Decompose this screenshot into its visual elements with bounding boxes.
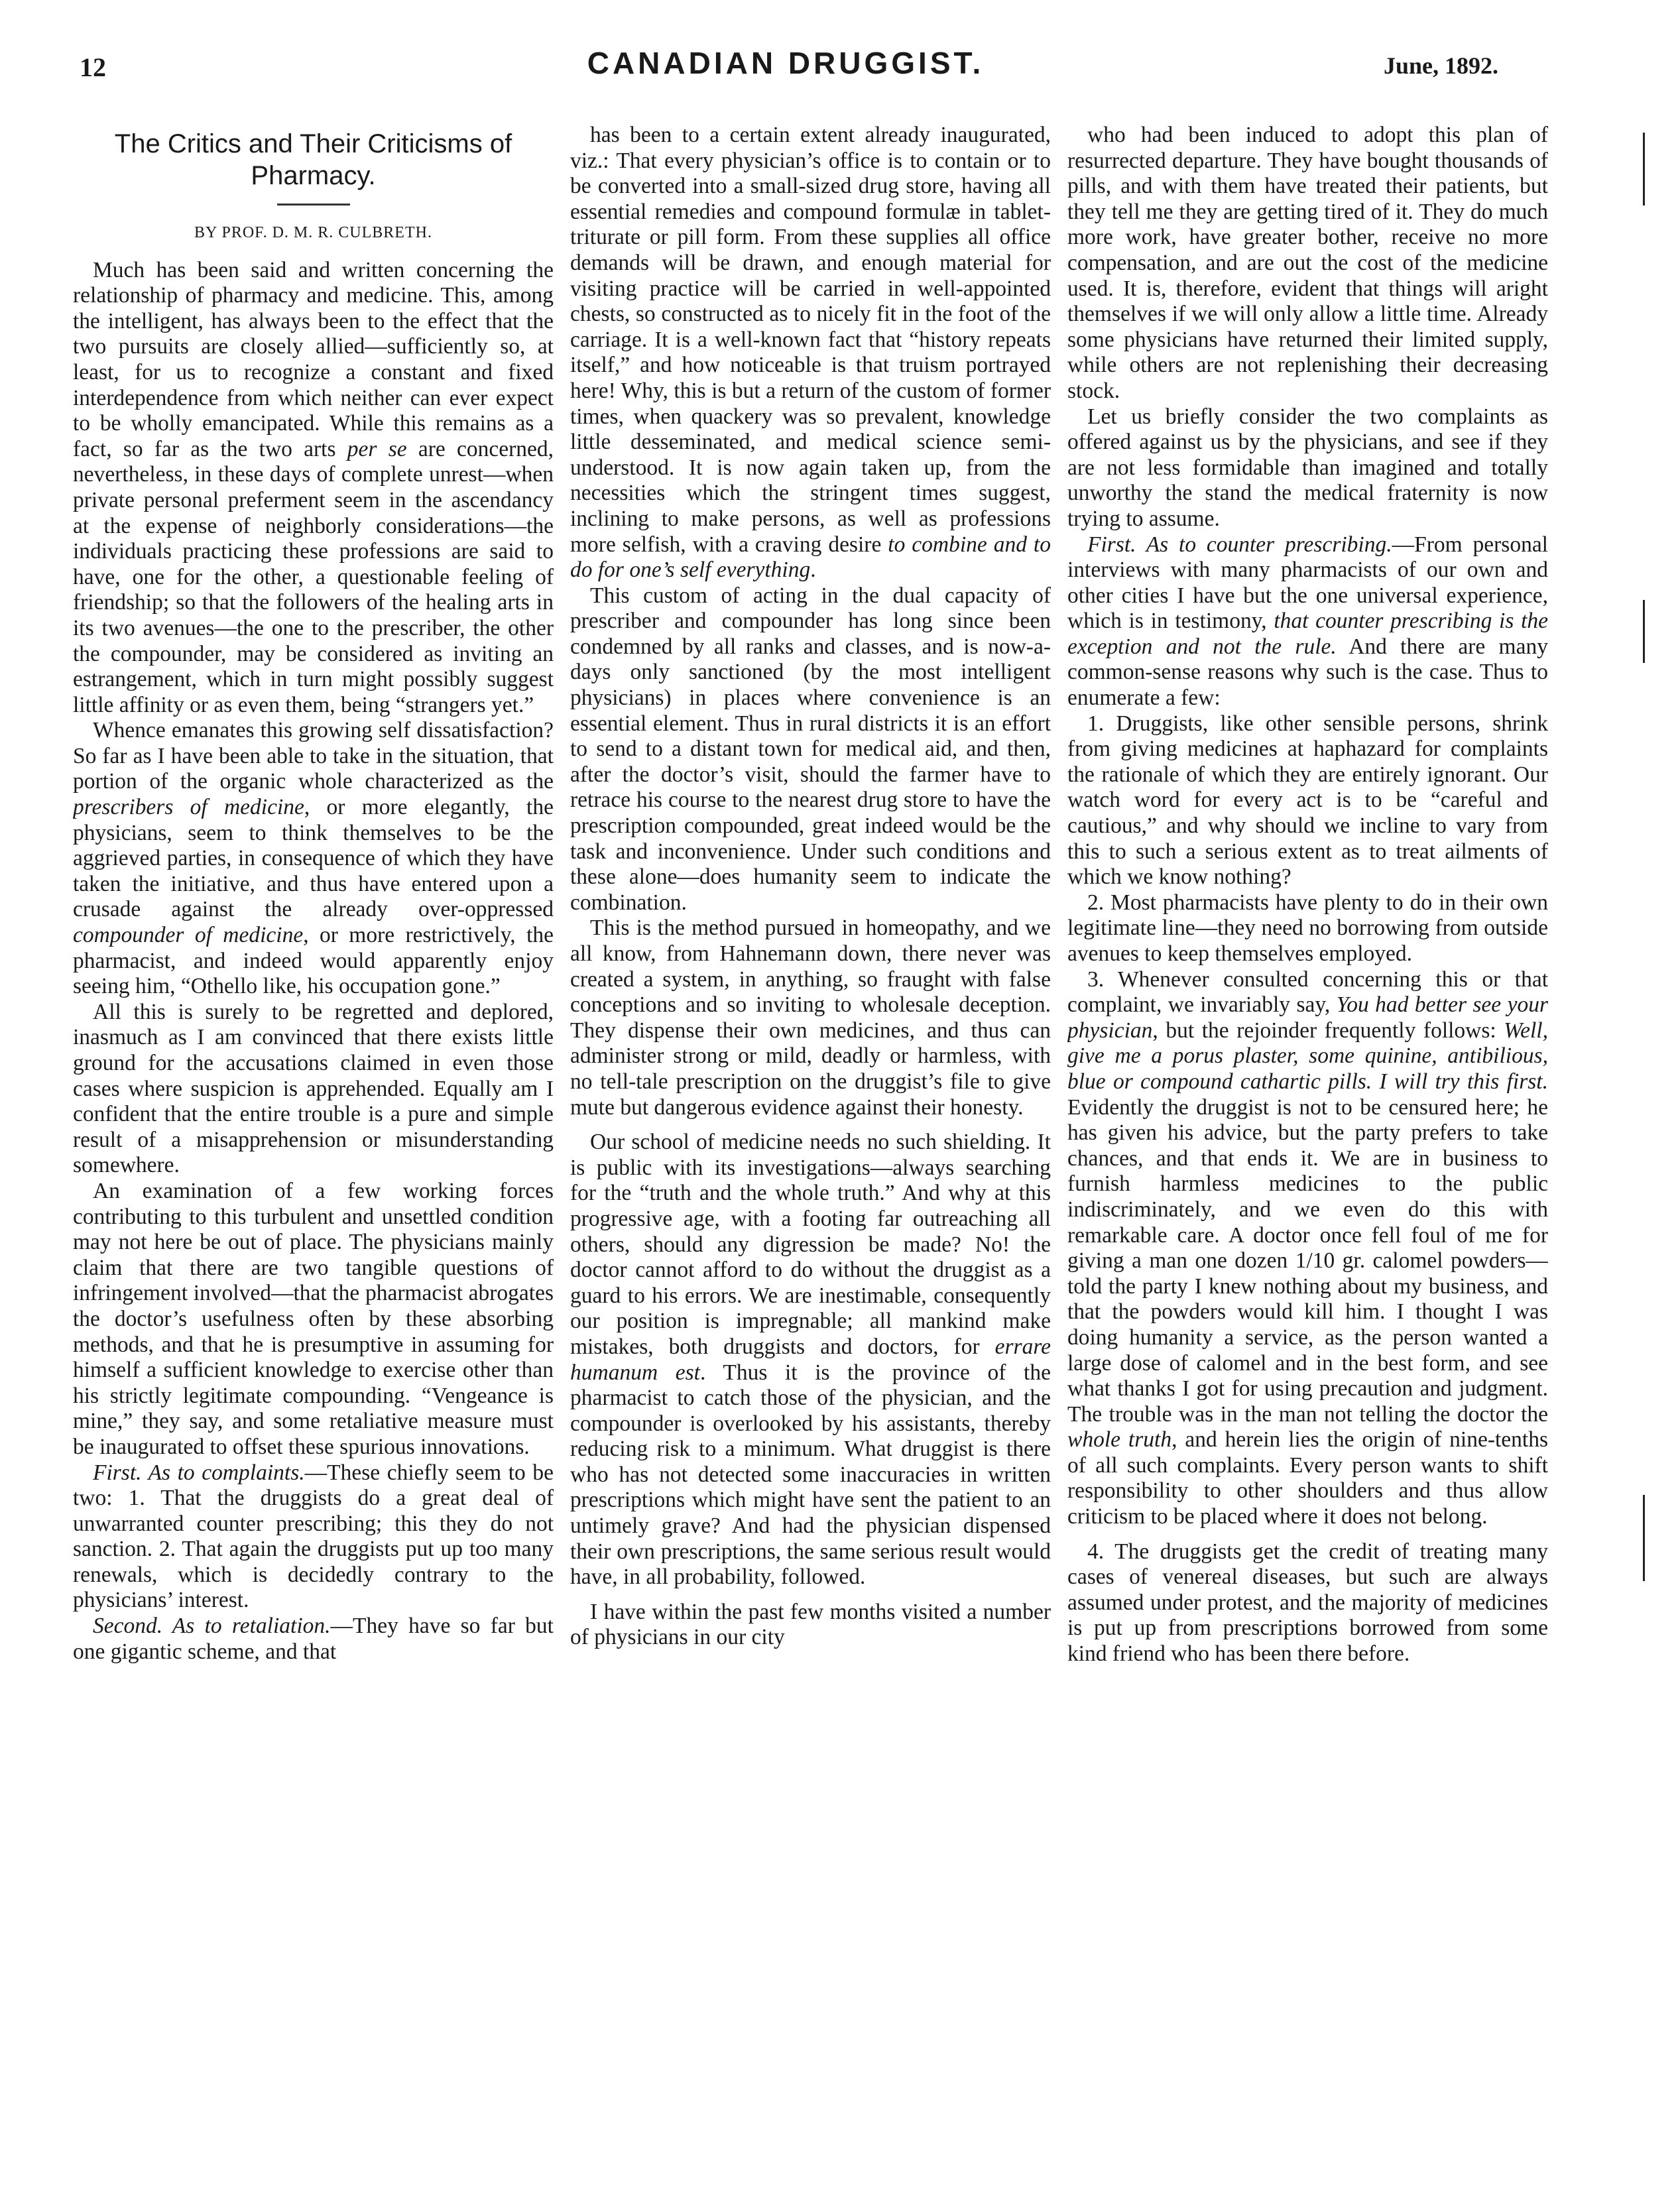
paragraph xyxy=(1067,404,1548,532)
text: Our school of medicine needs no such shielding. It is public with its investigations—always searching for the “truth and the whole truth.” And why at this progressive age, with a footing far outreaching all others, should any digression be made? No! the doctor cannot afford to do without the druggist as a guard to his errors. We are inestimable, consequently our position is impregnable; all mankind make mistakes, both druggists and doctors, for xyxy=(570,1130,1051,1359)
text: 1. Druggists, like other sensible persons, shrink from giving medicines at haphazard for complaints the rationale of which they are entirely ignorant. Our watch word for every act is to be “careful and cautious,” and why should we incline to vary from this to such a serious extent as to treat ailments of which we know nothing? xyxy=(1067,711,1548,890)
scan-edge-mark xyxy=(1643,133,1645,206)
text: An examination of a few working forces contributing to this turbulent and unsettled condition may not here be out of place. The physicians mainly claim that there are two tangible questions of infringement involved—that the pharmacist abrogates the doctor’s usefulness often by these absorbing methods, and that he is presumptive in assuming for himself a sufficient knowledge to exercise other than his strictly legitimate compounding. “Vengeance is mine,” they say, and some retaliative measure must be inaugurated to offset these spurious innovations. xyxy=(73,1178,554,1459)
text: , or more restrictively, the pharmacist, and indeed would apparently enjoy seeing him, “Othello like, his occupation gone.” xyxy=(73,923,554,999)
article-title: The Critics and Their Criticisms of Pharmacy. xyxy=(114,129,512,190)
paragraph xyxy=(1067,532,1548,711)
text: , or more elegantly, the physicians, seem to think themselves to be the aggrieved parties, in consequence of which they have taken the initiative, and thus have entered upon a crusade against the already over-oppressed xyxy=(73,795,554,922)
italic-text: Well, give me a porus plaster, some quinine, antibilious, blue or compound cathartic pills. I will try this first. xyxy=(1067,1018,1548,1094)
title-rule xyxy=(277,204,350,206)
paragraph xyxy=(73,1614,554,1665)
paragraph xyxy=(570,1130,1051,1590)
text: Let us briefly consider the two complaints as offered against us by the physicians, and see if they are not less formidable than imagined and totally unworthy the stand the medical fraternity is now trying to assume. xyxy=(1067,404,1548,531)
paragraph xyxy=(73,1000,554,1179)
paragraph xyxy=(73,258,554,719)
paragraph xyxy=(73,1460,554,1614)
column-3-body xyxy=(1067,123,1548,1667)
text: 2. Most pharmacists have plenty to do in their own legitimate line—they need no borrowing from outside avenues to keep themselves employed. xyxy=(1067,890,1548,966)
byline: BY PROF. D. M. R. CULBRETH. xyxy=(194,224,432,241)
column-2 xyxy=(570,123,1051,2151)
text: This custom of acting in the dual capacity of prescriber and compounder has long since been condemned by all ranks and classes, and is now-a-days only sanctioned (by the most intelligent physicians) in places where convenience is an essential element. Thus in rural districts it is an effort to send to a distant town for medical aid, and then, after the doctor’s visit, should the farmer have to retrace his course to the nearest drug store to have the prescription compounded, great indeed would be the task and inconvenience. Under such conditions and these alone—does humanity seem to indicate the combination. xyxy=(570,583,1051,915)
text: Evidently the druggist is not to be censured here; he has given his advice, but the party prefers to take chances, and that ends it. We are in business to furnish harmless medicines to the public indiscriminately, and we even do this with remarkable care. A doctor once fell foul of me for giving a man one dozen 1/10 gr. calomel powders—told the party I knew nothing about my business, and that the powders would kill him. I thought I was doing humanity a service, as the person wanted a large dose of calomel and in the best form, and see what thanks I got for using precaution and judgment. The trouble was in the man not telling the doctor the xyxy=(1067,1094,1548,1427)
paragraph xyxy=(570,123,1051,583)
italic-text: per se xyxy=(347,436,407,461)
italic-text: Second. As to retaliation. xyxy=(93,1614,331,1639)
italic-text: whole truth xyxy=(1067,1427,1172,1452)
italic-text: to combine and to do for one’s self everything xyxy=(570,532,1051,583)
column-1 xyxy=(73,123,554,2151)
text: , but the rejoinder frequently follows: xyxy=(1152,1018,1504,1043)
scan-edge-mark xyxy=(1643,1495,1645,1581)
text: I have within the past few months visited a number of physicians in our city xyxy=(570,1599,1051,1650)
italic-text: First. As to counter prescribing. xyxy=(1087,532,1392,557)
text: Much has been said and written concerning the relationship of pharmacy and medicine. This, among the intelligent, has always been to the effect that the two pursuits are closely allied—sufficiently so, at least, for us to recognize a constant and fixed interdependence from which neither can ever expect to be wholly emancipated. While this remains as a fact, so far as the two arts xyxy=(73,257,554,461)
running-head xyxy=(73,38,1498,91)
issue-date: June, 1892. xyxy=(1383,52,1498,79)
paragraph xyxy=(570,583,1051,916)
paragraph xyxy=(73,1179,554,1460)
text: Whence emanates this growing self dissatisfaction? So far as I have been able to take in the situation, that portion of the organic whole characterized as the xyxy=(73,718,554,794)
text: . Thus it is the province of the pharmacist to catch those of the physician, and the compounder is overlooked by his assistants, thereby reducing risk to a minimum. What druggist is there who has not detected some inaccuracies in written prescriptions which might have sent the patient to an untimely grave? And had the physician dispensed their own prescriptions, the same serious result would have, in all probability, followed. xyxy=(570,1360,1051,1590)
text: This is the method pursued in homeopathy, and we all know, from Hahnemann down, there never was created a system, in anything, so fraught with false conceptions and so inviting to wholesale deception. They dispense their own medicines, and thus can administer strong or mild, deadly or harmless, with no tell-tale prescription on the druggist’s file to give mute but dangerous evidence against their honesty. xyxy=(570,916,1051,1120)
text: who had been induced to adopt this plan of resurrected departure. They have bought thousands of pills, and with them have treated their patients, but they tell me they are getting tired of it. They do much more work, have greater bother, receive no more compensation, and are out the cost of the medicine used. It is, therefore, evident that things will aright themselves if we will only allow a little time. Already some physicians have returned their limited supply, while others are not replenishing their decreasing stock. xyxy=(1067,123,1548,403)
italic-text: prescribers of medicine xyxy=(73,795,304,820)
page-number: 12 xyxy=(80,52,106,82)
journal-title: CANADIAN DRUGGIST. xyxy=(587,46,985,80)
text: has been to a certain extent already inaugurated, viz.: That every physician’s office is to contain or to be converted into a small-sized drug store, having all essential remedies and compound formulæ in tablet-triturate or pill form. From these supplies all office demands will be drawn, and enough material for visiting practice will be carried in well-appointed chests, so constructed as to nicely fit in the foot of the carriage. It is a well-known fact that “history repeats itself,” and how noticeable is that truism portrayed here! Why, this is but a return of the custom of former times, when quackery was so prevalent, knowledge little desseminated, and medical science semi-understood. It is now again taken up, from the necessities which the stringent times suggest, inclining to make persons, as well as professions more selfish, with a craving desire xyxy=(570,123,1051,557)
text: are concerned, nevertheless, in these days of complete unrest—when private personal preferment seem in the ascendancy at the expense of neighborly considerations—the individuals practicing these professions are said to have, one for the other, a questionable feeling of friendship; so that the followers of the healing arts in its two avenues—the one to the prescriber, the other the compounder, may be considered as inviting an estrangement, which in turn might possibly suggest little affinity or as even them, being “strangers yet.” xyxy=(73,436,554,717)
text: —They have so far but one gigantic scheme, and that xyxy=(73,1614,554,1664)
paragraph xyxy=(1067,1539,1548,1667)
italic-text: errare humanum est xyxy=(570,1334,1051,1385)
italic-text: First. As to complaints. xyxy=(93,1460,305,1485)
paragraph xyxy=(1067,967,1548,1530)
paragraph xyxy=(1067,711,1548,890)
text: All this is surely to be regretted and deplored, inasmuch as I am convinced that there exists little ground for the accusations claimed in even those cases where suspicion is apprehended. Equally am I confident that the entire trouble is a pure and simple result of a misapprehension or misunderstanding somewhere. xyxy=(73,999,554,1178)
italic-text: that counter prescribing is the exception and not the rule. xyxy=(1067,609,1548,659)
text: —From personal interviews with many pharmacists of our own and other cities I have but the one universal experience, which is in testimony, xyxy=(1067,532,1548,634)
text: —These chiefly seem to be two: 1. That the druggists do a great deal of unwarranted counter prescribing; this they do not sanction. 2. That again the druggists put up too many renewals, which is decidedly contrary to the physicians’ interest. xyxy=(73,1460,554,1613)
text: , and herein lies the origin of nine-tenths of all such complaints. Every person wants to shift responsibility to other shoulders and thus allow criticism to be placed where it does not belong. xyxy=(1067,1427,1548,1529)
column-1-body xyxy=(73,258,554,1665)
column-2-body xyxy=(570,123,1051,1651)
column-3 xyxy=(1067,123,1548,2151)
paragraph xyxy=(570,1600,1051,1651)
text: 3. Whenever consulted concerning this or that complaint, we invariably say, xyxy=(1067,967,1548,1018)
italic-text: compounder of medicine xyxy=(73,923,304,948)
scan-edge-mark xyxy=(1643,600,1645,663)
paragraph xyxy=(1067,123,1548,404)
article-columns xyxy=(73,123,1548,2151)
paragraph xyxy=(570,916,1051,1120)
paragraph xyxy=(1067,890,1548,967)
paragraph xyxy=(73,718,554,1000)
text: And there are many common-sense reasons why such is the case. Thus to enumerate a few: xyxy=(1067,634,1548,711)
italic-text: You had better see your physician xyxy=(1067,992,1548,1043)
text: 4. The druggists get the credit of treating many cases of venereal diseases, but such are always assumed under protest, and the majority of medicines is put up from prescriptions borrowed from some kind friend who has been there before. xyxy=(1067,1539,1548,1667)
text: . xyxy=(810,558,816,583)
